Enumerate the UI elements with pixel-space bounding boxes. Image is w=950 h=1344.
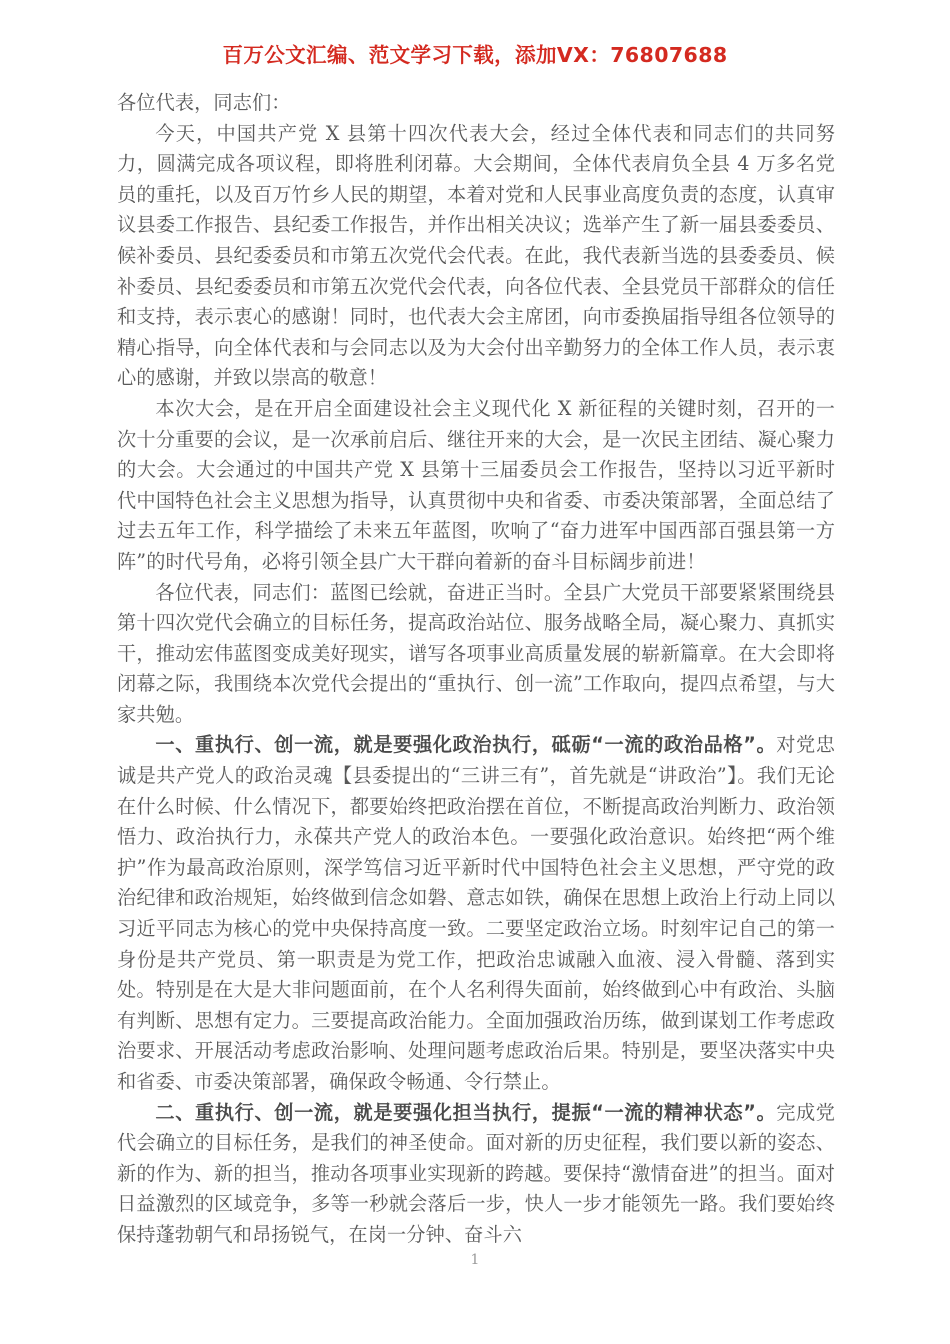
page-number: 1 (470, 1252, 480, 1268)
section-2 (117, 1098, 835, 1251)
promo-banner: 百万公文汇编、范文学习下载，添加VX：76807688 (222, 43, 728, 67)
section-1 (117, 730, 835, 1097)
paragraph-1: 今天，中国共产党 X 县第十四次代表大会，经过全体代表和同志们的共同努力，圆满完成各项议程，即将胜利闭幕。大会期间，全体代表肩负全县 4 万多名党员的重托，以及百万竹乡人民的期望，本着对党和人民事业高度负责的态度，认真审议县委工作报告、县纪委工作报告，并作出相关决议；选举产生了新一届县委委员、候补委员、县纪委委员和市第五次党代会代表。在此，我代表新当选的县委委员、候补委员、县纪委委员和市第五次党代会代表，向各位代表、全县党员干部群众的信任和支持，表示衷心的感谢！同时，也代表大会主席团，向市委换届指导组各位领导的精心指导，向全体代表和与会同志以及为大会付出辛勤努力的全体工作人员，表示衷心的感谢，并致以崇高的敬意！ (117, 121, 835, 390)
section-2-body: 完成党代会确立的目标任务，是我们的神圣使命。面对新的历史征程，我们要以新的姿态、新的作为、新的担当，推动各项事业实现新的跨越。要保持“激情奋进”的担当。面对日益激烈的区域竞争，多等一秒就会落后一步，快人一步才能领先一路。我们要始终保持蓬勃朝气和昂扬锐气，在岗一分钟、奋斗六 (117, 1100, 835, 1246)
section-1-heading: 一、重执行、创一流，就是要强化政治执行，砥砺“一流的政治品格”。 (155, 733, 777, 757)
section-1-body: 对党忠诚是共产党人的政治灵魂【县委提出的“三讲三有”，首先就是“讲政治”】。我们无论在什么时候、什么情况下，都要始终把政治摆在首位，不断提高政治判断力、政治领悟力、政治执行力，永葆共产党人的政治本色。一要强化政治意识。始终把“两个维护”作为最高政治原则，深学笃信习近平新时代中国特色社会主义思想，严守党的政治纪律和政治规矩，始终做到信念如磐、意志如铁，确保在思想上政治上行动上同以习近平同志为核心的党中央保持高度一致。二要坚定政治立场。时刻牢记自己的第一身份是共产党员、第一职责是为党工作，把政治忠诚融入血液、浸入骨髓、落到实处。特别是在大是大非问题面前，在个人名利得失面前，始终做到心中有政治、头脑有判断、思想有定力。三要提高政治能力。全面加强政治历练，做到谋划工作考虑政治要求、开展活动考虑政治影响、处理问题考虑政治后果。特别是，要坚决落实中央和省委、市委决策部署，确保政令畅通、令行禁止。 (117, 733, 835, 1093)
document-body (117, 88, 835, 1251)
paragraph-3: 各位代表，同志们：蓝图已绘就，奋进正当时。全县广大党员干部要紧紧围绕县第十四次党代会确立的目标任务，提高政治站位、服务战略全局，凝心聚力、真抓实干，推动宏伟蓝图变成美好现实，谱写各项事业高质量发展的崭新篇章。在大会即将闭幕之际，我围绕本次党代会提出的“重执行、创一流”工作取向，提四点希望，与大家共勉。 (117, 580, 835, 726)
paragraph-2: 本次大会，是在开启全面建设社会主义现代化 X 新征程的关键时刻，召开的一次十分重要的会议，是一次承前启后、继往开来的大会，是一次民主团结、凝心聚力的大会。大会通过的中国共产党 X 县第十三届委员会工作报告，坚持以习近平新时代中国特色社会主义思想为指导，认真贯彻中央和省委、市委决策部署，全面总结了过去五年工作，科学描绘了未来五年蓝图，吹响了“奋力进军中国西部百强县第一方阵”的时代号角，必将引领全县广大干群向着新的奋斗目标阔步前进！ (117, 396, 835, 573)
section-1-paragraph (117, 730, 835, 1097)
salutation: 各位代表，同志们： (117, 91, 291, 114)
section-2-heading: 二、重执行、创一流，就是要强化担当执行，提振“一流的精神状态”。 (155, 1100, 777, 1124)
section-2-paragraph (117, 1098, 835, 1251)
